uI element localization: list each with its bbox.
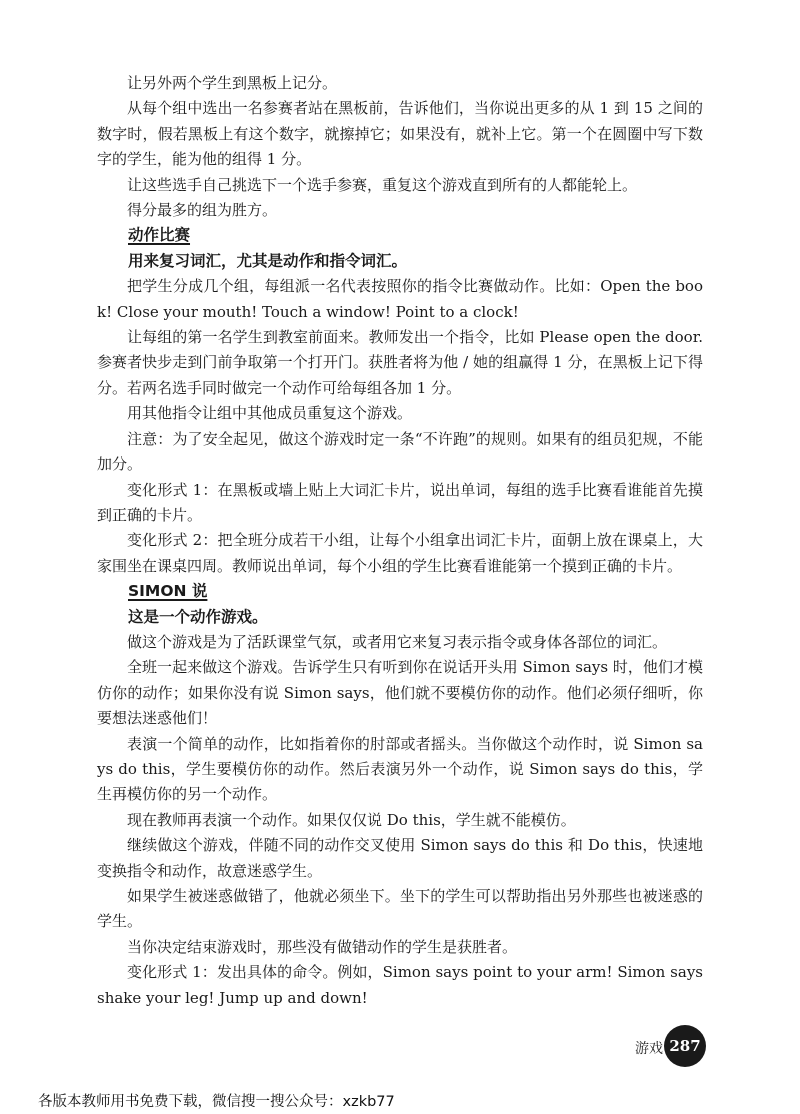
section-heading-simon-says bbox=[97, 579, 703, 604]
paragraph: 如果学生被迷惑做错了，他就必须坐下。坐下的学生可以帮助指出另外那些也被迷惑的学生。 bbox=[97, 887, 703, 931]
paragraph: 注意：为了安全起见，做这个游戏时定一条“不许跑”的规则。如果有的组员犯规，不能加分。 bbox=[97, 429, 703, 474]
paragraph: 把学生分成几个组，每组派一名代表按照你的指令比赛做动作。比如：Open the book! Close your mouth! Touch a window! Point to a clock! bbox=[97, 277, 703, 321]
section-subheading: 这是一个动作游戏。 bbox=[128, 607, 268, 626]
watermark-text: 各版本教师用书免费下载，微信搜一搜公众号：xzkb77 bbox=[38, 1094, 395, 1110]
paragraph: 做这个游戏是为了活跃课堂气氛，或者用它来复习表示指令或身体各部位的词汇。 bbox=[127, 632, 668, 651]
footer-section-label: 游戏 bbox=[635, 1041, 663, 1057]
paragraph: 让另外两个学生到黑板上记分。 bbox=[127, 74, 338, 92]
paragraph: 让这些选手自己挑选下一个选手参赛，重复这个游戏直到所有的人都能轮上。 bbox=[127, 175, 638, 194]
paragraph: 得分最多的组为胜方。 bbox=[127, 201, 278, 220]
paragraph: 继续做这个游戏，伴随不同的动作交叉使用 Simon says do this 和 Do this，快速地变换指令和动作，故意迷惑学生。 bbox=[97, 836, 703, 880]
paragraph: 从每个组中选出一名参赛者站在黑板前，告诉他们，当你说出更多的从 1 到 15 之间的数字时，假若黑板上有这个数字，就擦掉它；如果没有，就补上它。第一个在圆圈中写下数字的学生，能为他的组得 1 分。 bbox=[97, 99, 703, 169]
page-number-badge bbox=[664, 1025, 706, 1067]
paragraph: 当你决定结束游戏时，那些没有做错动作的学生是获胜者。 bbox=[127, 937, 518, 956]
section-subheading: 用来复习词汇，尤其是动作和指令词汇。 bbox=[128, 251, 408, 270]
page-number: 287 bbox=[669, 1037, 701, 1055]
section-heading-text: SIMON 说 bbox=[128, 582, 208, 601]
section-heading-action-race bbox=[97, 223, 703, 248]
paragraph: 全班一起来做这个游戏。告诉学生只有听到你在说话开头用 Simon says 时，他们才模仿你的动作；如果你没有说 Simon says，他们就不要模仿你的动作。他们必须仔细听，你要想法迷惑他们！ bbox=[97, 658, 703, 728]
paragraph: 变化形式 1：在黑板或墙上贴上大词汇卡片，说出单词，每组的选手比赛看谁能首先摸到正确的卡片。 bbox=[97, 480, 703, 524]
paragraph: 让每组的第一名学生到教室前面来。教师发出一个指令，比如 Please open the door. 参赛者快步走到门前争取第一个打开门。获胜者将为他 / 她的组赢得 1 分，在黑板上记下得分。若两名选手同时做完一个动作可给每组各加 1 分。 bbox=[97, 328, 703, 397]
section-heading-text: 动作比赛 bbox=[128, 226, 191, 245]
paragraph: 变化形式 1：发出具体的命令。例如，Simon says point to your arm! Simon says shake your leg! Jump up and down! bbox=[97, 963, 703, 1007]
paragraph: 表演一个简单的动作，比如指着你的肘部或者摇头。当你做这个动作时，说 Simon says do this，学生要模仿你的动作。然后表演另外一个动作，说 Simon says do this，学生再模仿你的另一个动作。 bbox=[97, 734, 703, 804]
page-body bbox=[97, 71, 703, 1011]
paragraph: 现在教师再表演一个动作。如果仅仅说 Do this，学生就不能模仿。 bbox=[127, 810, 576, 829]
paragraph: 变化形式 2：把全班分成若干小组，让每个小组拿出词汇卡片，面朝上放在课桌上，大家围坐在课桌四周。教师说出单词，每个小组的学生比赛看谁能第一个摸到正确的卡片。 bbox=[97, 531, 703, 575]
paragraph: 用其他指令让组中其他成员重复这个游戏。 bbox=[127, 404, 413, 423]
